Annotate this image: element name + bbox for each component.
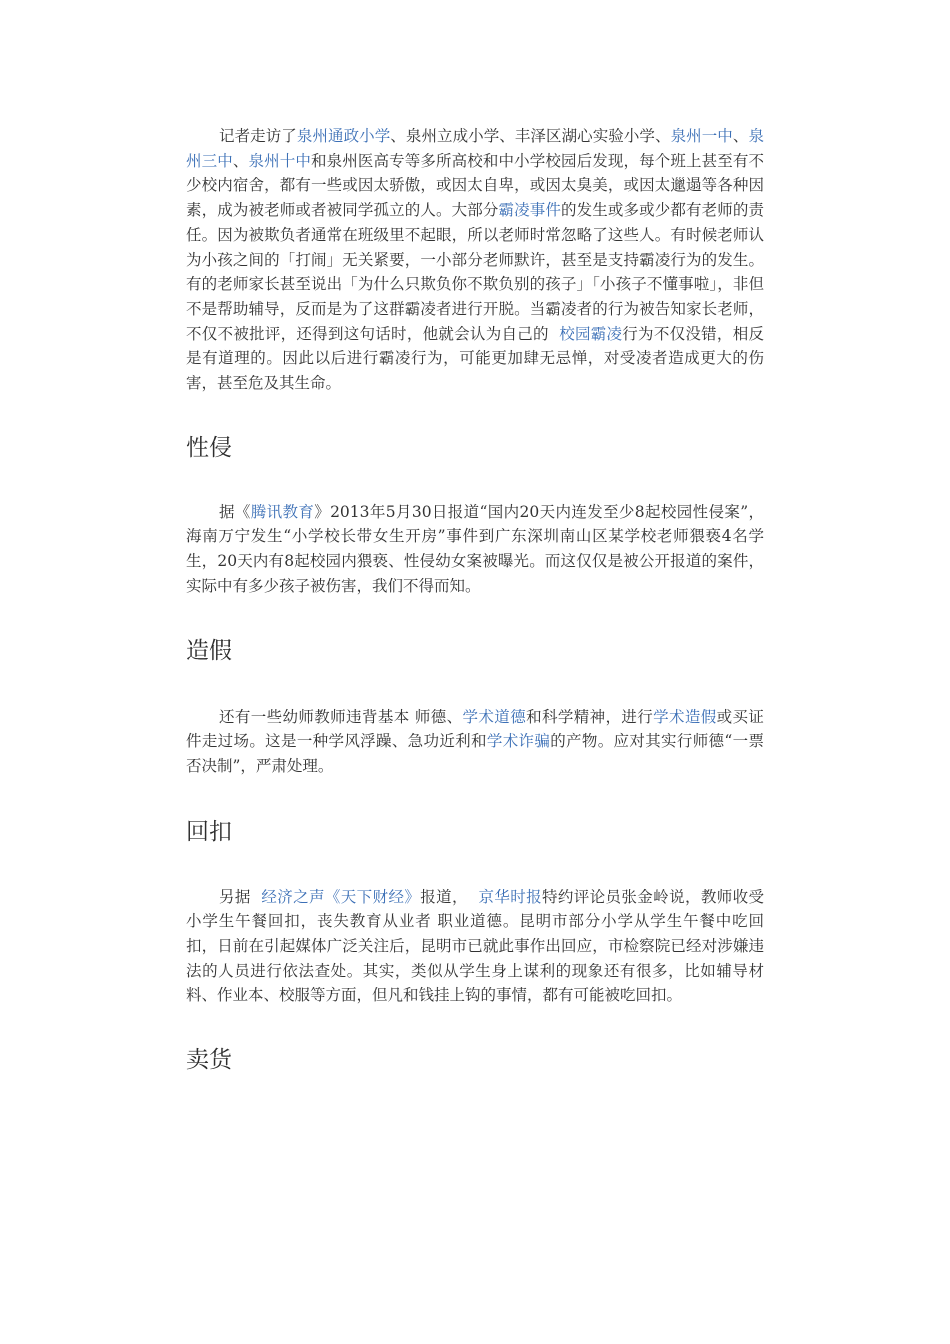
article-body (186, 124, 764, 1075)
section-heading-sexual-assault: 性侵 (186, 434, 232, 461)
text-run: 的发生或多或少都有老师的责任。因为被欺负者通常在班级里不起眼，所以老师时常忽略了这些人。有时候老师认为小孩之间的「打闹」无关紧要，一小部分老师默许，甚至是支持霸凌行为的发生。有的老师家长甚至说出「为什么只欺负你不欺负别的孩子」「小孩子不懂事啦」，非但不是帮助辅导，反而是为了这群霸凌者进行开脱。当霸凌者的行为被告知家长老师，不仅不被批评，还得到这句话时，他就会认为自己的 (186, 201, 764, 343)
paragraph-sexual-assault (186, 500, 764, 599)
link-academic-ethics[interactable]: 学术道德 (462, 707, 527, 726)
text-run: 的产物。应对其实行师德“一票否决制”，严肃处理。 (186, 732, 764, 775)
text-run: 和科学精神，进行 (526, 707, 654, 726)
text-run: 和泉州医高专等多所高校和中小学校园后发现，每个班上甚至有不少校内宿舍，都有一些或因太骄傲，或因太自卑，或因太臭美，或因太邋遢等各种因素，成为被老师或者被同学孤立的人。大部分 (186, 151, 764, 220)
link-jinghua-times[interactable]: 京华时报 (478, 887, 543, 906)
text-run: 》2013年5月30日报道“国内20天内连发至少8起校园性侵案”，海南万宁发生“小学校长带女生开房”事件到广东深圳南山区某学校老师猥亵4名学生，20天内有8起校园内猥亵、性侵幼女案被曝光。而这仅仅是被公开报道的案件，实际中有多少孩子被伤害，我们不得而知。 (186, 502, 764, 595)
text-run: 记者走访了 (219, 127, 297, 145)
link-quanzhou-no3-middle[interactable]: 泉州三中 (186, 127, 764, 170)
text-run: 还有一些幼师教师违背基本 师德、 (219, 707, 463, 726)
text-run: 报道， (420, 887, 479, 906)
text-run: 特约评论员张金岭说，教师收受小学生午餐回扣，丧失教育从业者 职业道德。昆明市部分小学从学生午餐中吃回扣，日前在引起媒体广泛关注后，昆明市已就此事作出回应，市检察院已经对涉嫌违法的人员进行依法查处。其实，类似从学生身上谋利的现象还有很多，比如辅导材料、作业本、校服等方面，但凡和钱挂上钩的事情，都有可能被吃回扣。 (186, 887, 764, 1005)
paragraph-fraud (186, 705, 764, 779)
link-quanzhou-no1-middle[interactable]: 泉州一中 (670, 127, 733, 145)
link-bullying-incident[interactable]: 霸凌事件 (498, 201, 561, 220)
text-run: 、 (232, 151, 249, 170)
text-run: 或买证件走过场。这是一种学风浮躁、急功近利和 (186, 707, 764, 751)
paragraph-kickbacks (186, 885, 764, 1009)
text-run: 、泉州立成小学、丰泽区湖心实验小学、 (390, 127, 671, 145)
text-run: 、 (732, 127, 749, 145)
link-tencent-education[interactable]: 腾讯教育 (250, 502, 315, 521)
link-school-bullying[interactable]: 校园霸凌 (559, 324, 623, 343)
link-quanzhou-tongzheng-primary[interactable]: 泉州通政小学 (296, 127, 391, 145)
section-heading-fraud: 造假 (186, 637, 232, 664)
section-heading-kickbacks: 回扣 (186, 818, 232, 845)
paragraph-bullying (186, 124, 764, 396)
text-run: 行为不仅没错，相反是有道理的。因此以后进行霸凌行为，可能更加肆无忌惮，对受凌者造成更大的伤害，甚至危及其生命。 (186, 324, 764, 393)
link-academic-fraud[interactable]: 学术造假 (653, 707, 717, 726)
link-economic-voice[interactable]: 经济之声《天下财经》 (261, 887, 421, 906)
link-academic-deception[interactable]: 学术诈骗 (486, 732, 551, 751)
text-run: 另据 (219, 887, 262, 906)
section-heading-selling-goods: 卖货 (186, 1047, 232, 1074)
link-quanzhou-no10-middle[interactable]: 泉州十中 (248, 151, 311, 170)
text-run: 据《 (219, 502, 251, 521)
